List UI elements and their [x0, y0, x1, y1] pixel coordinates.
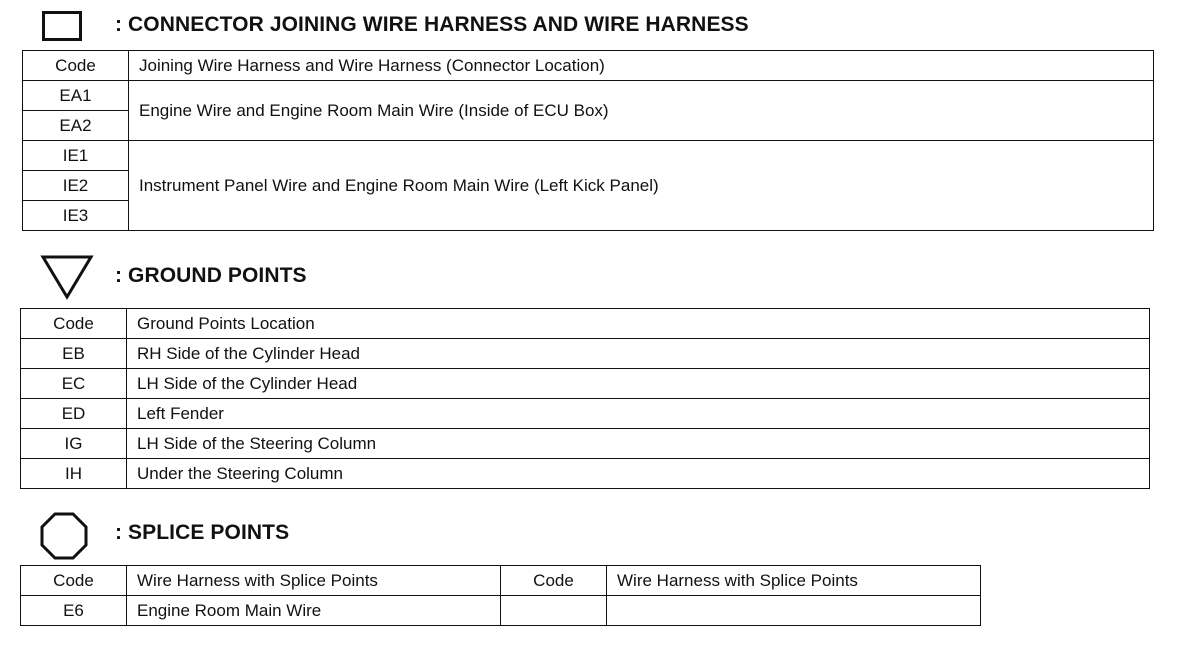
code-cell: EB: [21, 339, 127, 369]
code-cell: IG: [21, 429, 127, 459]
code-cell: [501, 596, 607, 626]
table-header-row: [21, 566, 981, 596]
code-cell: IE2: [23, 171, 129, 201]
header-code: Code: [21, 566, 127, 596]
desc-cell: Engine Wire and Engine Room Main Wire (Inside of ECU Box): [129, 81, 1154, 141]
header-desc: Wire Harness with Splice Points: [607, 566, 981, 596]
ground-section-title: : GROUND POINTS: [115, 264, 307, 287]
code-cell: ED: [21, 399, 127, 429]
table-row: [21, 596, 981, 626]
splice-section-title: : SPLICE POINTS: [115, 521, 290, 544]
code-cell: IE1: [23, 141, 129, 171]
code-cell: EA2: [23, 111, 129, 141]
header-code: Code: [23, 51, 129, 81]
ground-table: [20, 308, 1150, 489]
desc-cell: LH Side of the Steering Column: [127, 429, 1150, 459]
desc-cell: [607, 596, 981, 626]
table-row: [21, 339, 1150, 369]
connector-section-header: [115, 12, 749, 38]
desc-cell: Under the Steering Column: [127, 459, 1150, 489]
table-row: [21, 369, 1150, 399]
octagon-symbol-icon: [40, 512, 88, 560]
table-row: [21, 459, 1150, 489]
ground-section-header: [115, 263, 307, 289]
connector-section-title: : CONNECTOR JOINING WIRE HARNESS AND WIRE HARNESS: [115, 13, 749, 36]
desc-cell: RH Side of the Cylinder Head: [127, 339, 1150, 369]
splice-table: [20, 565, 981, 626]
splice-section-header: [115, 520, 289, 546]
code-cell: IH: [21, 459, 127, 489]
code-cell: IE3: [23, 201, 129, 231]
table-header-row: [23, 51, 1154, 81]
header-desc: Joining Wire Harness and Wire Harness (Connector Location): [129, 51, 1154, 81]
table-row: [21, 429, 1150, 459]
table-row: [21, 399, 1150, 429]
triangle-symbol-icon: [40, 254, 94, 300]
table-header-row: [21, 309, 1150, 339]
desc-cell: Instrument Panel Wire and Engine Room Main Wire (Left Kick Panel): [129, 141, 1154, 231]
table-row: [23, 141, 1154, 171]
header-desc: Wire Harness with Splice Points: [127, 566, 501, 596]
square-symbol-icon: [42, 11, 82, 41]
table-row: [23, 81, 1154, 111]
connector-table: [22, 50, 1154, 231]
desc-cell: Left Fender: [127, 399, 1150, 429]
desc-cell: LH Side of the Cylinder Head: [127, 369, 1150, 399]
header-desc: Ground Points Location: [127, 309, 1150, 339]
code-cell: EA1: [23, 81, 129, 111]
code-cell: E6: [21, 596, 127, 626]
code-cell: EC: [21, 369, 127, 399]
desc-cell: Engine Room Main Wire: [127, 596, 501, 626]
header-code: Code: [21, 309, 127, 339]
header-code: Code: [501, 566, 607, 596]
